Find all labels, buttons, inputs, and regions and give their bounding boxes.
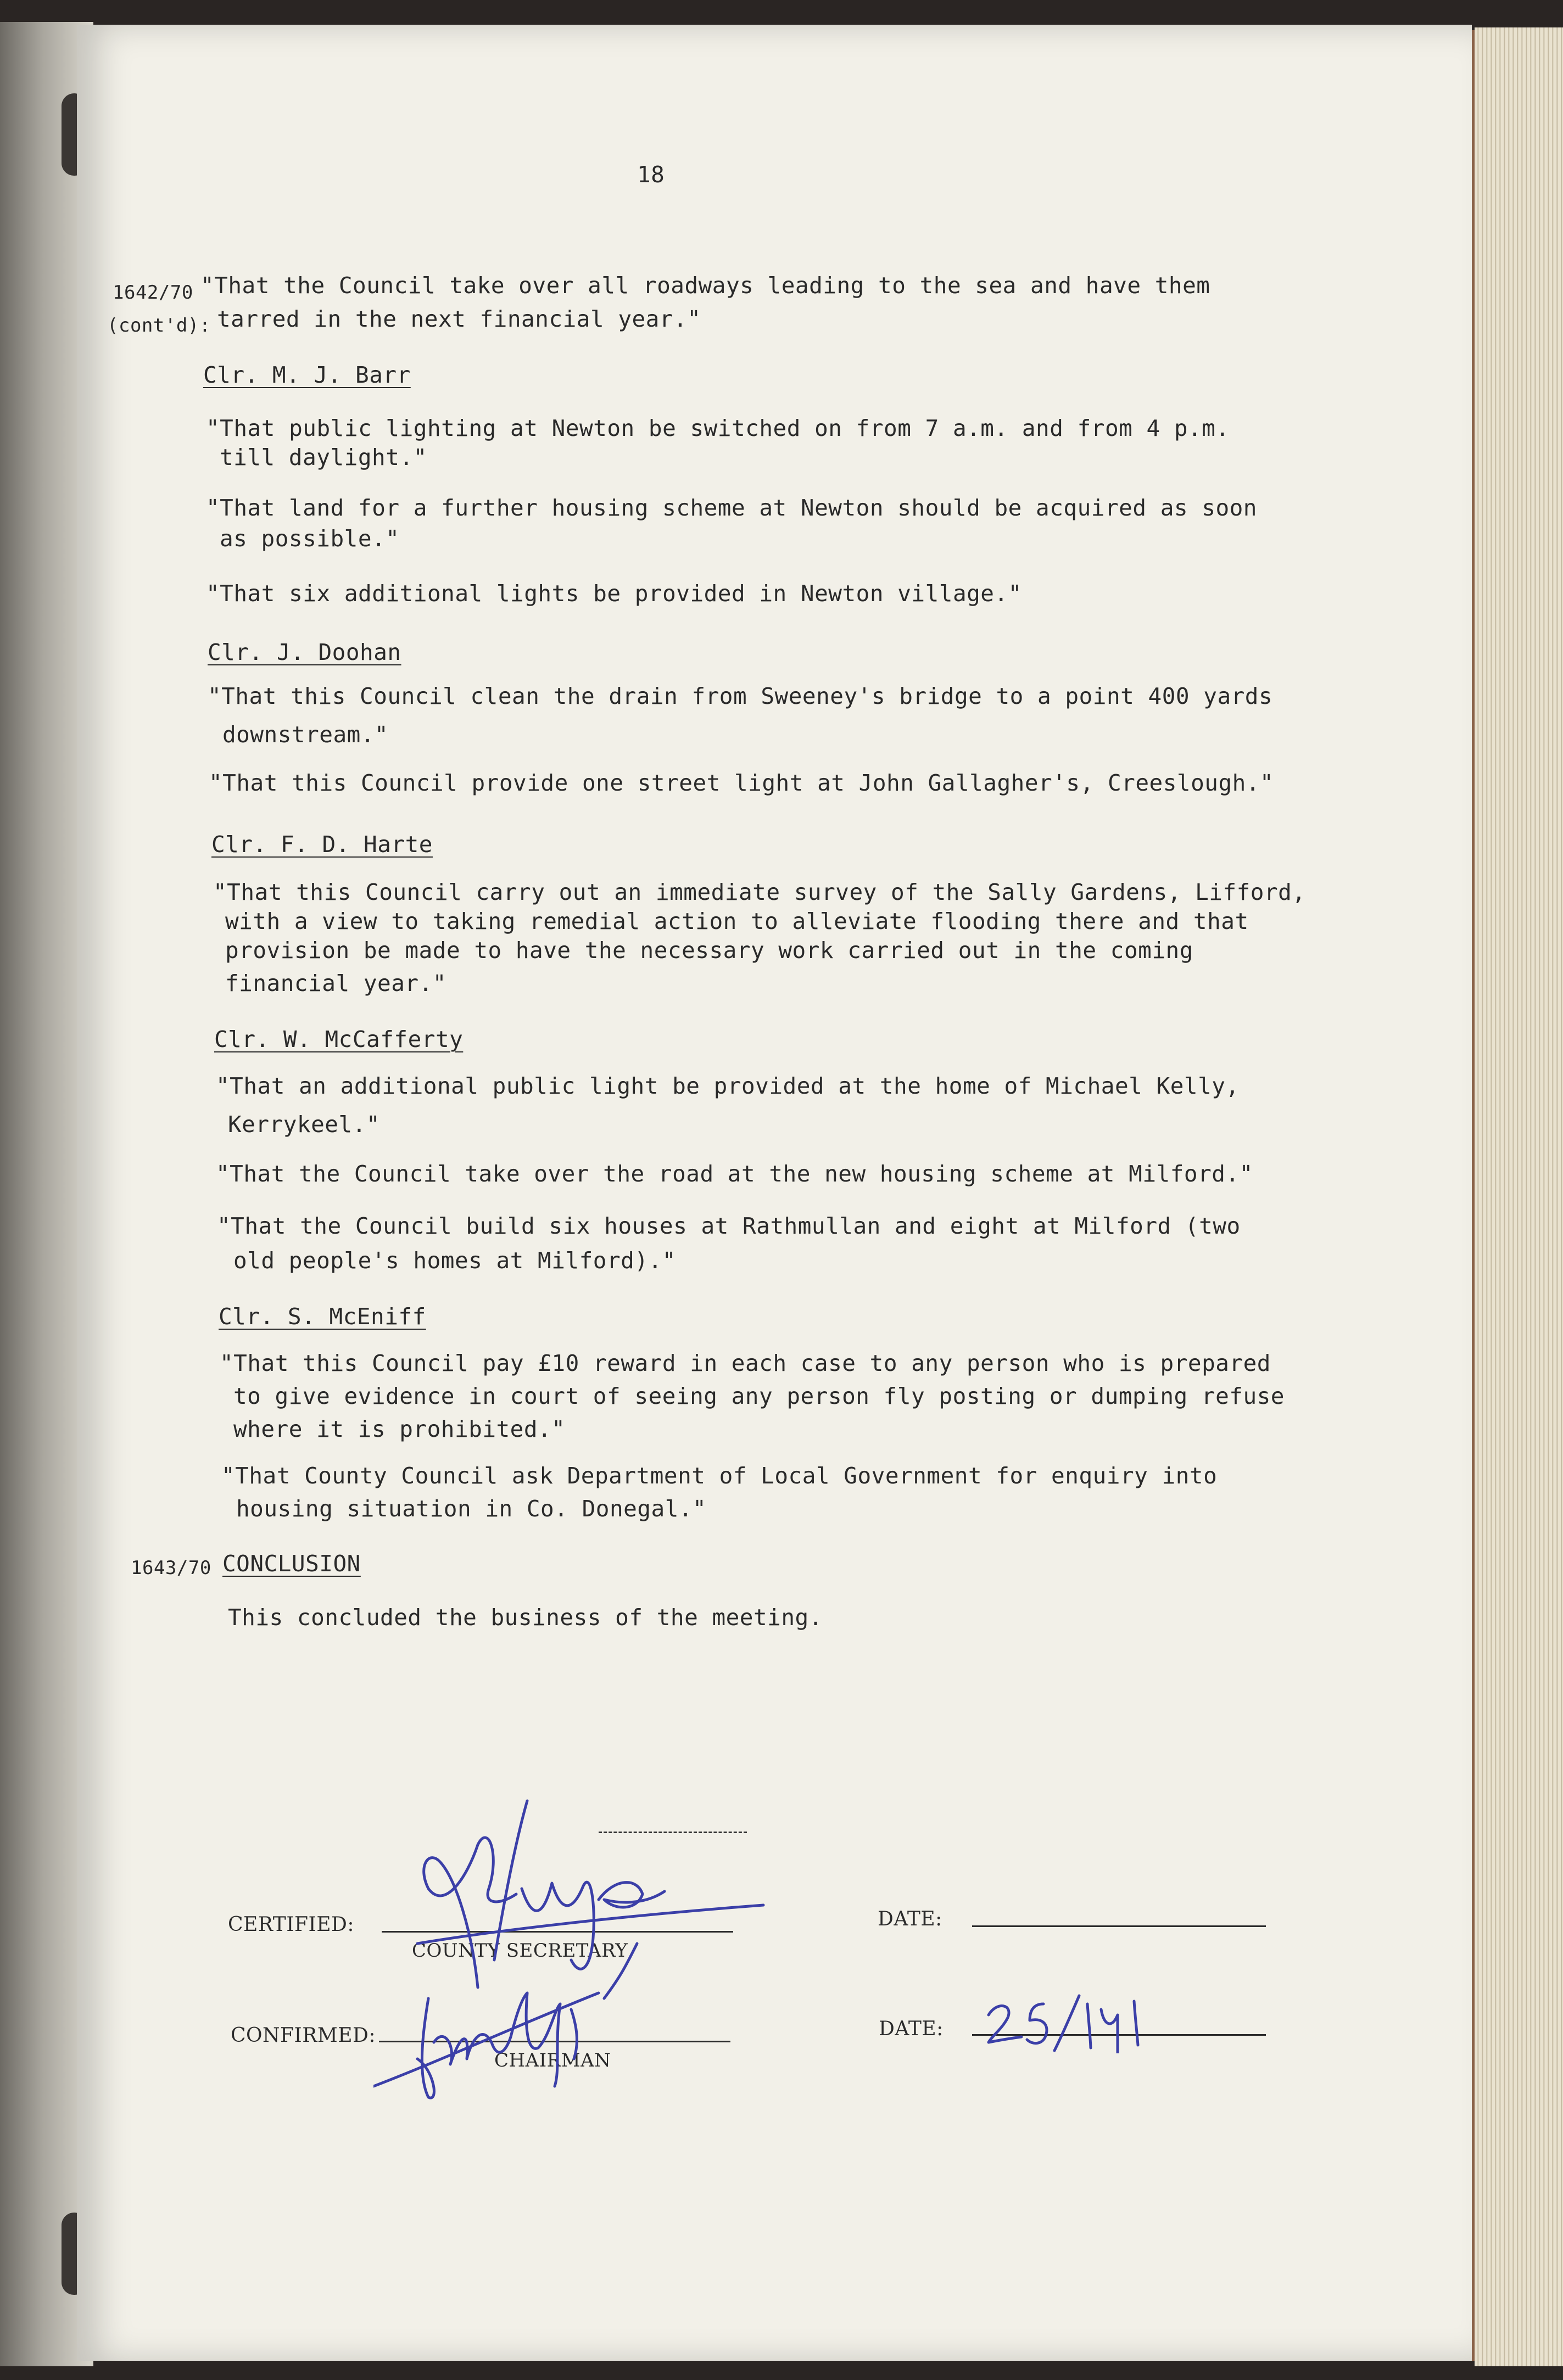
councillor-heading: Clr. F. D. Harte	[211, 831, 433, 858]
certified-label: CERTIFIED:	[228, 1913, 354, 1936]
date-line	[972, 1925, 1266, 1927]
handwritten-date	[983, 1993, 1148, 2053]
chairman-role: CHAIRMAN	[494, 2049, 611, 2071]
confirmed-label: CONFIRMED:	[231, 2024, 376, 2047]
page-number: 18	[637, 161, 665, 188]
motion-text: "That the Council take over the road at the new housing scheme at Milford."	[216, 1161, 1253, 1187]
motion-text: provision be made to have the necessary work carried out in the coming	[225, 937, 1193, 964]
minute-ref-cont: (cont'd):	[107, 315, 211, 337]
minute-ref: 1642/70	[113, 282, 193, 304]
chairman-signature	[373, 1976, 604, 2108]
date-label: DATE:	[879, 2018, 944, 2040]
councillor-heading: Clr. W. McCafferty	[214, 1026, 464, 1052]
councillor-heading: Clr. S. McEniff	[219, 1303, 426, 1330]
minute-ref: 1643/70	[131, 1557, 211, 1579]
motion-text: "That the Council build six houses at Rathmullan and eight at Milford (two	[217, 1213, 1241, 1239]
motion-text: "That land for a further housing scheme at Newton should be acquired as soon	[206, 495, 1257, 521]
motion-text: "That six additional lights be provided in Newton village."	[206, 580, 1022, 607]
motion-text: "That this Council clean the drain from Sweeney's bridge to a point 400 yards	[208, 683, 1273, 709]
motion-text: downstream."	[222, 721, 389, 748]
motion-text: "That public lighting at Newton be switched on from 7 a.m. and from 4 p.m.	[206, 415, 1230, 441]
motion-text: with a view to taking remedial action to alleviate flooding there and that	[225, 908, 1249, 934]
motion-text: "That this Council provide one street light at John Gallagher's, Creeslough."	[209, 770, 1274, 796]
date-label: DATE:	[878, 1908, 942, 1930]
motion-text: "That the Council take over all roadways leading to the sea and have them	[200, 272, 1210, 299]
motion-text: "That an additional public light be provided at the home of Michael Kelly,	[216, 1073, 1240, 1099]
motion-text: "That this Council carry out an immediate survey of the Sally Gardens, Lifford,	[213, 879, 1306, 905]
motion-text: as possible."	[220, 525, 400, 552]
motion-text: till daylight."	[220, 444, 427, 471]
motion-text: "That this Council pay £10 reward in each case to any person who is prepared	[220, 1350, 1271, 1376]
councillor-heading: Clr. J. Doohan	[208, 639, 401, 665]
motion-text: to give evidence in court of seeing any person fly posting or dumping refuse	[233, 1383, 1285, 1409]
conclusion-heading: CONCLUSION	[222, 1550, 361, 1577]
councillor-heading: Clr. M. J. Barr	[203, 362, 411, 388]
motion-text: Kerrykeel."	[228, 1111, 381, 1138]
motion-text: "That County Council ask Department of Local Government for enquiry into	[221, 1463, 1218, 1489]
page-stack	[1475, 27, 1563, 2366]
secretary-signature	[406, 1795, 780, 2004]
motion-text: where it is prohibited."	[233, 1416, 566, 1442]
motion-text: tarred in the next financial year."	[217, 306, 701, 332]
conclusion-text: This concluded the business of the meeting.	[228, 1604, 823, 1631]
motion-text: housing situation in Co. Donegal."	[236, 1496, 707, 1522]
secretary-role: COUNTY SECRETARY	[412, 1940, 628, 1962]
motion-text: financial year."	[225, 970, 446, 996]
motion-text: old people's homes at Milford)."	[233, 1247, 676, 1274]
